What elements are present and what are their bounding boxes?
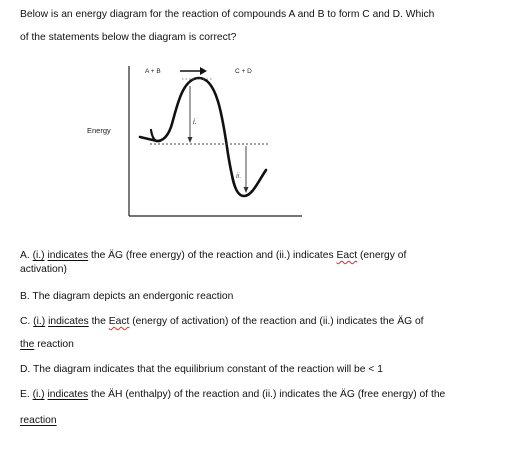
option-c-line2-rest: reaction xyxy=(34,339,74,350)
option-e-prefix: E. xyxy=(20,389,33,400)
option-a-eact: Eact xyxy=(336,250,358,261)
option-a-mid: the ÄG (free energy) of the reaction and (ii.) indicates xyxy=(88,250,337,261)
option-c-the: the xyxy=(88,316,109,327)
option-c-indicates: indicates xyxy=(48,316,89,327)
option-c-line-1 xyxy=(20,315,424,328)
option-c-tail: (energy of activation) of the reaction and (ii.) indicates the ÄG of xyxy=(129,316,424,327)
option-e-line-2 xyxy=(20,414,57,427)
option-e-tail: the ÄH (enthalpy) of the reaction and (ii.) indicates the ÄG (free energy) of the xyxy=(88,389,446,400)
option-c-i-mark: (i.) xyxy=(33,316,46,327)
energy-curve xyxy=(140,78,266,196)
option-a-tail: (energy of xyxy=(357,250,407,261)
question-line-2: of the statements below the diagram is correct? xyxy=(20,32,237,43)
reaction-arrow-icon xyxy=(180,67,207,75)
option-e-i-mark: (i.) xyxy=(32,389,45,400)
question-line-1: Below is an energy diagram for the reaction of compounds A and B to form C and D. Which xyxy=(20,9,435,20)
option-c-line-2 xyxy=(20,338,74,351)
option-a-line-2: activation) xyxy=(20,264,67,275)
products-label: C + D xyxy=(235,68,252,75)
option-c-prefix: C. xyxy=(20,316,34,327)
reactants-label: A + B xyxy=(145,68,161,75)
option-a-prefix: A. xyxy=(20,250,33,261)
marker-i-label: i. xyxy=(193,117,197,126)
option-a-i-mark: (i.) xyxy=(32,250,45,261)
option-b-line: B. The diagram depicts an endergonic reaction xyxy=(20,291,234,302)
option-d-line: D. The diagram indicates that the equilibrium constant of the reaction will be < 1 xyxy=(20,364,383,375)
option-e-indicates: indicates xyxy=(47,389,89,400)
marker-ii-arrowhead xyxy=(244,187,249,193)
option-c-eact: Eact xyxy=(108,316,130,327)
marker-ii-label: ii. xyxy=(236,171,242,180)
option-e-line-1 xyxy=(20,388,445,401)
marker-i-arrowhead xyxy=(188,137,193,143)
option-e-reaction: reaction xyxy=(20,415,57,426)
energy-axis-label: Energy xyxy=(87,126,111,135)
option-a-line-1 xyxy=(20,249,406,262)
option-c-line2-the: the xyxy=(20,339,35,350)
option-a-indicates: indicates xyxy=(47,250,89,261)
